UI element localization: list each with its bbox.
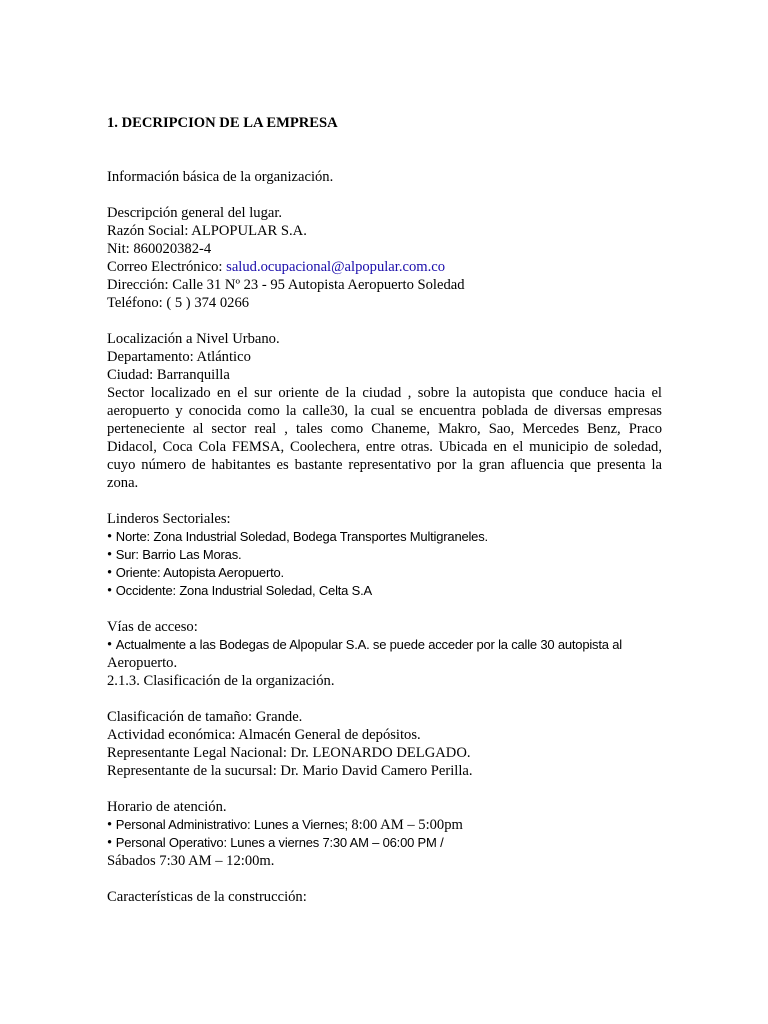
section-heading: 1. DECRIPCION DE LA EMPRESA	[107, 115, 338, 131]
basic-info-line: Información básica de la organización.	[107, 169, 334, 185]
lindero-item	[107, 582, 662, 600]
horario-admin	[107, 816, 662, 834]
linderos-title: Linderos Sectoriales:	[107, 511, 231, 527]
horario-title: Horario de atención.	[107, 799, 227, 815]
horario-operativo	[107, 834, 662, 852]
nit: Nit: 860020382-4	[107, 241, 212, 257]
bullet-icon: •	[107, 583, 113, 599]
bullet-icon: •	[107, 565, 113, 581]
actividad-economica: Actividad económica: Almacén General de depósitos.	[107, 727, 421, 743]
clasificacion-title: 2.1.3. Clasificación de la organización.	[107, 673, 335, 689]
lindero-item	[107, 564, 662, 582]
horario-admin-hours: 8:00 AM – 5:00pm	[351, 817, 463, 833]
location-description: Sector localizado en el sur oriente de la ciudad , sobre la autopista que conduce hacia el aeropuerto y conocida como la calle30, la cual se encuentra poblada de diversas empresas perteneciente al sector real , tales como Chaneme, Makro, Sao, Mercedes Benz, Praco Didacol, Coca Cola FEMSA, Coolechera, entre otras. Ubicada en el municipio de soledad, cuyo número de habitantes es bastante representativo por la gran afluencia que presenta la zona.	[107, 385, 662, 491]
document-body	[107, 114, 662, 906]
email-label: Correo Electrónico:	[107, 259, 227, 275]
email-line	[107, 258, 662, 276]
email-link[interactable]: salud.ocupacional@alpopular.com.co	[226, 259, 446, 275]
vias-item	[107, 636, 662, 654]
lindero-text: Oriente: Autopista Aeropuerto.	[115, 565, 284, 580]
vias-title: Vías de acceso:	[107, 619, 198, 635]
departamento: Departamento: Atlántico	[107, 349, 251, 365]
bullet-icon: •	[107, 835, 113, 851]
razon-social: Razón Social: ALPOPULAR S.A.	[107, 223, 307, 239]
representante-sucursal: Representante de la sucursal: Dr. Mario David Camero Perilla.	[107, 763, 473, 779]
lindero-text: Occidente: Zona Industrial Soledad, Celta S.A	[115, 583, 372, 598]
lindero-text: Norte: Zona Industrial Soledad, Bodega Transportes Multigraneles.	[115, 529, 488, 544]
horario-sabados: Sábados 7:30 AM – 12:00m.	[107, 853, 275, 869]
lindero-item	[107, 546, 662, 564]
lindero-item	[107, 528, 662, 546]
horario-admin-label: Personal Administrativo: Lunes a Viernes;	[115, 817, 352, 832]
bullet-icon: •	[107, 547, 113, 563]
bullet-icon: •	[107, 529, 113, 545]
ciudad: Ciudad: Barranquilla	[107, 367, 230, 383]
bullet-icon: •	[107, 637, 113, 653]
general-title: Descripción general del lugar.	[107, 205, 283, 221]
construccion-title: Características de la construcción:	[107, 889, 307, 905]
telefono: Teléfono: ( 5 ) 374 0266	[107, 295, 250, 311]
vias-item-continued: Aeropuerto.	[107, 655, 178, 671]
lindero-text: Sur: Barrio Las Moras.	[115, 547, 242, 562]
bullet-icon: •	[107, 817, 113, 833]
direccion: Dirección: Calle 31 Nº 23 - 95 Autopista Aeropuerto Soledad	[107, 277, 465, 293]
representante-nacional: Representante Legal Nacional: Dr. LEONARDO DELGADO.	[107, 745, 471, 761]
clasificacion-tamano: Clasificación de tamaño: Grande.	[107, 709, 303, 725]
vias-text: Actualmente a las Bodegas de Alpopular S.A. se puede acceder por la calle 30 autopista al	[115, 637, 622, 652]
location-title: Localización a Nivel Urbano.	[107, 331, 280, 347]
horario-operativo-text: Personal Operativo: Lunes a viernes 7:30 AM – 06:00 PM /	[115, 835, 444, 850]
